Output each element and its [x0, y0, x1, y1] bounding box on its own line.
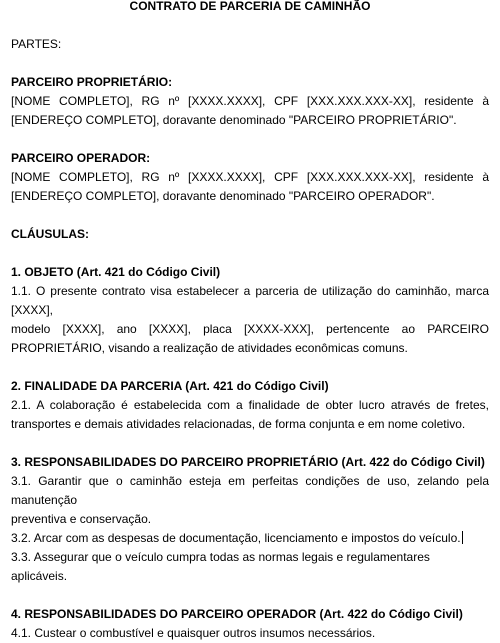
proprietario-line-2: [ENDEREÇO COMPLETO], doravante denominado "PARCEIRO PROPRIETÁRIO". — [11, 113, 457, 127]
spacer — [11, 358, 489, 377]
clause-1-line-3: PROPRIETÁRIO, visando a realização de atividades econômicas comuns. — [11, 341, 408, 355]
clause-2-line-1: 2.1. A colaboração é estabelecida com a finalidade de obter lucro através de fretes, — [11, 398, 489, 412]
spacer — [11, 16, 489, 35]
clause-1-line-2: modelo [XXXX], ano [XXXX], placa [XXXX-XXX], pertencente ao PARCEIRO — [11, 322, 489, 336]
clause-4-heading: 4. RESPONSABILIDADES DO PARCEIRO OPERADOR (Art. 422 do Código Civil) — [11, 607, 463, 621]
clause-3-line-1: 3.1. Garantir que o caminhão esteja em perfeitas condições de uso, zelando pela manutenção — [11, 474, 493, 507]
operador-heading: PARCEIRO OPERADOR: — [11, 151, 151, 165]
operador-line-2: [ENDEREÇO COMPLETO], doravante denominado "PARCEIRO OPERADOR". — [11, 189, 435, 203]
proprietario-line-1: [NOME COMPLETO], RG nº [XXXX.XXXX], CPF [XXX.XXX.XXX-XX], residente à — [11, 94, 489, 108]
spacer — [11, 244, 489, 263]
clause-3-line-3[interactable] — [11, 529, 489, 548]
contract-document — [11, 0, 493, 643]
spacer — [11, 434, 489, 453]
document-title: CONTRATO DE PARCERIA DE CAMINHÃO — [129, 0, 371, 13]
text-cursor — [462, 531, 463, 544]
spacer — [11, 206, 489, 225]
proprietario-heading: PARCEIRO PROPRIETÁRIO: — [11, 75, 173, 89]
clause-2-line-2: transportes e demais atividades relacionadas, de forma conjunta e em nome coletivo. — [11, 417, 466, 431]
partes-label: PARTES: — [11, 37, 62, 51]
clause-3-line-3-text[interactable]: 3.2. Arcar com as despesas de documentação, licenciamento e impostos do veículo. — [11, 531, 461, 545]
clause-1-heading: 1. OBJETO (Art. 421 do Código Civil) — [11, 265, 221, 279]
spacer — [11, 130, 489, 149]
operador-line-1: [NOME COMPLETO], RG nº [XXXX.XXXX], CPF [XXX.XXX.XXX-XX], residente à — [11, 170, 489, 184]
spacer — [11, 54, 489, 73]
clause-3-line-4: 3.3. Assegurar que o veículo cumpra todas as normas legais e regulamentares aplicáveis. — [11, 550, 434, 583]
clause-2-heading: 2. FINALIDADE DA PARCERIA (Art. 421 do Código Civil) — [11, 379, 329, 393]
clause-3-heading: 3. RESPONSABILIDADES DO PARCEIRO PROPRIETÁRIO (Art. 422 do Código Civil) — [11, 455, 485, 469]
clause-4-line-1: 4.1. Custear o combustível e quaisquer outros insumos necessários. — [11, 626, 376, 640]
clausulas-label: CLÁUSULAS: — [11, 227, 89, 241]
spacer — [11, 586, 489, 605]
clause-1-line-1: 1.1. O presente contrato visa estabelecer a parceria de utilização do caminhão, marca [XXXX], — [11, 284, 493, 317]
clause-3-line-2: preventiva e conservação. — [11, 512, 152, 526]
